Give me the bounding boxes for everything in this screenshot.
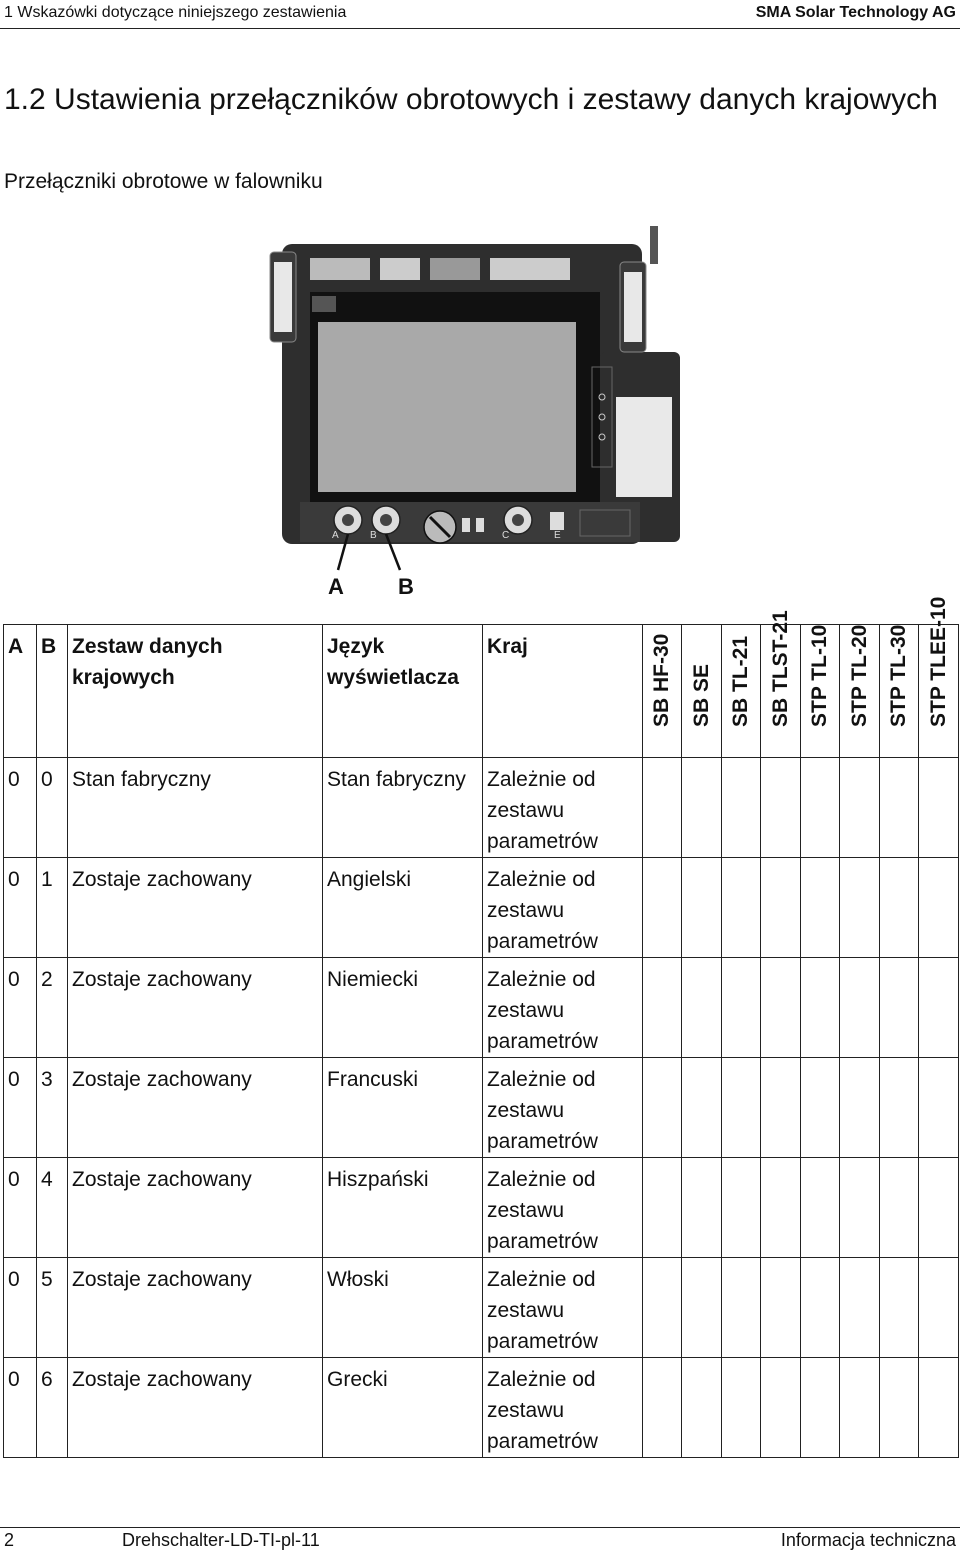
cell-model [880,1158,919,1258]
cell-model [682,1358,722,1458]
cell-dataset: Zostaje zachowany [68,1358,323,1458]
cell-model [840,1258,880,1358]
header-a: A [4,625,37,758]
cell-model [682,1158,722,1258]
cell-model [643,1158,682,1258]
header-model [801,625,840,758]
cell-model [801,858,840,958]
cell-model [801,958,840,1058]
cell-model [761,1058,801,1158]
cell-country: Zależnie od zestawu parametrów [483,1358,643,1458]
cell-language: Włoski [323,1258,483,1358]
header-company: SMA Solar Technology AG [755,4,956,21]
cell-model [643,1358,682,1458]
header-model [682,625,722,758]
callout-lines [260,222,700,612]
footer-doc-type: Informacja techniczna [780,1530,956,1550]
cell-model [840,1058,880,1158]
cell-model [722,858,761,958]
cell-model [801,1158,840,1258]
cell-dataset: Zostaje zachowany [68,958,323,1058]
cell-language: Francuski [323,1058,483,1158]
cell-language: Grecki [323,1358,483,1458]
table-header-row [4,625,959,758]
section-title: 1.2 Ustawienia przełączników obrotowych i zestawy danych krajowych [4,83,938,116]
cell-model [880,958,919,1058]
cell-b: 2 [37,958,68,1058]
cell-model [761,1358,801,1458]
cell-dataset: Zostaje zachowany [68,858,323,958]
cell-model [722,958,761,1058]
header-model [919,596,959,758]
model-label: SB SE [689,663,713,727]
header-model [761,610,801,758]
cell-language: Niemiecki [323,958,483,1058]
cell-model [643,1058,682,1158]
cell-model [880,1058,919,1158]
cell-model [682,858,722,958]
cell-country: Zależnie od zestawu parametrów [483,1258,643,1358]
cell-model [880,1358,919,1458]
cell-model [801,758,840,858]
model-label: SB TL-21 [729,635,752,727]
model-label: STP TL-30 [887,624,910,727]
cell-language: Hiszpański [323,1158,483,1258]
cell-model [643,858,682,958]
cell-model [682,758,722,858]
header-dataset: Zestaw danych krajowych [68,625,323,758]
cell-b: 0 [37,758,68,858]
header-b: B [37,625,68,758]
cell-model [919,1358,959,1458]
cell-model [880,858,919,958]
cell-model [840,958,880,1058]
cell-model [761,758,801,858]
cell-a: 0 [4,1258,37,1358]
model-label: STP TL-10 [808,624,831,727]
inverter-figure [260,222,700,612]
cell-model [643,758,682,858]
footer-page-number: 2 [4,1530,15,1550]
model-label: STP TL-20 [847,624,871,727]
switch-label-a: A [332,530,339,541]
cell-language: Stan fabryczny [323,758,483,858]
header-section: 1 Wskazówki dotyczące niniejszego zestawienia [4,4,347,21]
header-model [880,625,919,758]
cell-model [801,1358,840,1458]
cell-model [840,1158,880,1258]
rotary-switch-table [3,596,959,1458]
cell-model [722,1258,761,1358]
cell-dataset: Zostaje zachowany [68,1058,323,1158]
cell-model [919,758,959,858]
figure-caption: Przełączniki obrotowe w falowniku [4,170,323,193]
page-header [0,0,960,29]
cell-model [919,1158,959,1258]
cell-model [722,1358,761,1458]
cell-model [682,1258,722,1358]
header-model [722,625,761,758]
switch-label-e: E [554,530,561,541]
cell-a: 0 [4,858,37,958]
cell-model [722,758,761,858]
footer-doc-id: Drehschalter-LD-TI-pl-11 [122,1530,320,1550]
cell-b: 6 [37,1358,68,1458]
cell-b: 5 [37,1258,68,1358]
cell-country: Zależnie od zestawu parametrów [483,1158,643,1258]
cell-country: Zależnie od zestawu parametrów [483,858,643,958]
cell-model [682,958,722,1058]
cell-model [919,1058,959,1158]
callout-a: A [328,574,344,599]
cell-a: 0 [4,758,37,858]
cell-country: Zależnie od zestawu parametrów [483,758,643,858]
cell-model [643,1258,682,1358]
cell-b: 1 [37,858,68,958]
switch-label-b: B [370,530,377,541]
cell-a: 0 [4,1158,37,1258]
cell-a: 0 [4,958,37,1058]
cell-model [801,1258,840,1358]
cell-model [761,858,801,958]
cell-b: 4 [37,1158,68,1258]
callout-b: B [398,574,414,599]
cell-model [643,958,682,1058]
model-label: SB TLST-21 [768,610,792,727]
model-label: SB HF-30 [650,633,673,727]
table-row [4,1358,959,1458]
switch-label-c: C [502,530,510,541]
cell-country: Zależnie od zestawu parametrów [483,1058,643,1158]
cell-model [880,1258,919,1358]
model-label: STP TLEE-10 [926,596,950,727]
cell-dataset: Zostaje zachowany [68,1258,323,1358]
cell-language: Angielski [323,858,483,958]
cell-model [919,1258,959,1358]
header-model [840,625,880,758]
cell-model [919,958,959,1058]
header-language: Język wyświetlacza [323,625,483,758]
table-row [4,858,959,958]
table-row [4,958,959,1058]
header-model [643,625,682,758]
table-row [4,758,959,858]
cell-model [682,1058,722,1158]
cell-dataset: Stan fabryczny [68,758,323,858]
cell-model [722,1158,761,1258]
cell-a: 0 [4,1358,37,1458]
table-row [4,1158,959,1258]
cell-model [761,1158,801,1258]
footer-rule [0,1527,960,1528]
cell-model [761,958,801,1058]
cell-model [801,1058,840,1158]
cell-dataset: Zostaje zachowany [68,1158,323,1258]
cell-model [919,858,959,958]
cell-model [761,1258,801,1358]
cell-model [840,1358,880,1458]
cell-b: 3 [37,1058,68,1158]
header-country: Kraj [483,625,643,758]
cell-model [840,858,880,958]
cell-country: Zależnie od zestawu parametrów [483,958,643,1058]
cell-a: 0 [4,1058,37,1158]
table-row [4,1258,959,1358]
cell-model [840,758,880,858]
cell-model [722,1058,761,1158]
table-row [4,1058,959,1158]
cell-model [880,758,919,858]
